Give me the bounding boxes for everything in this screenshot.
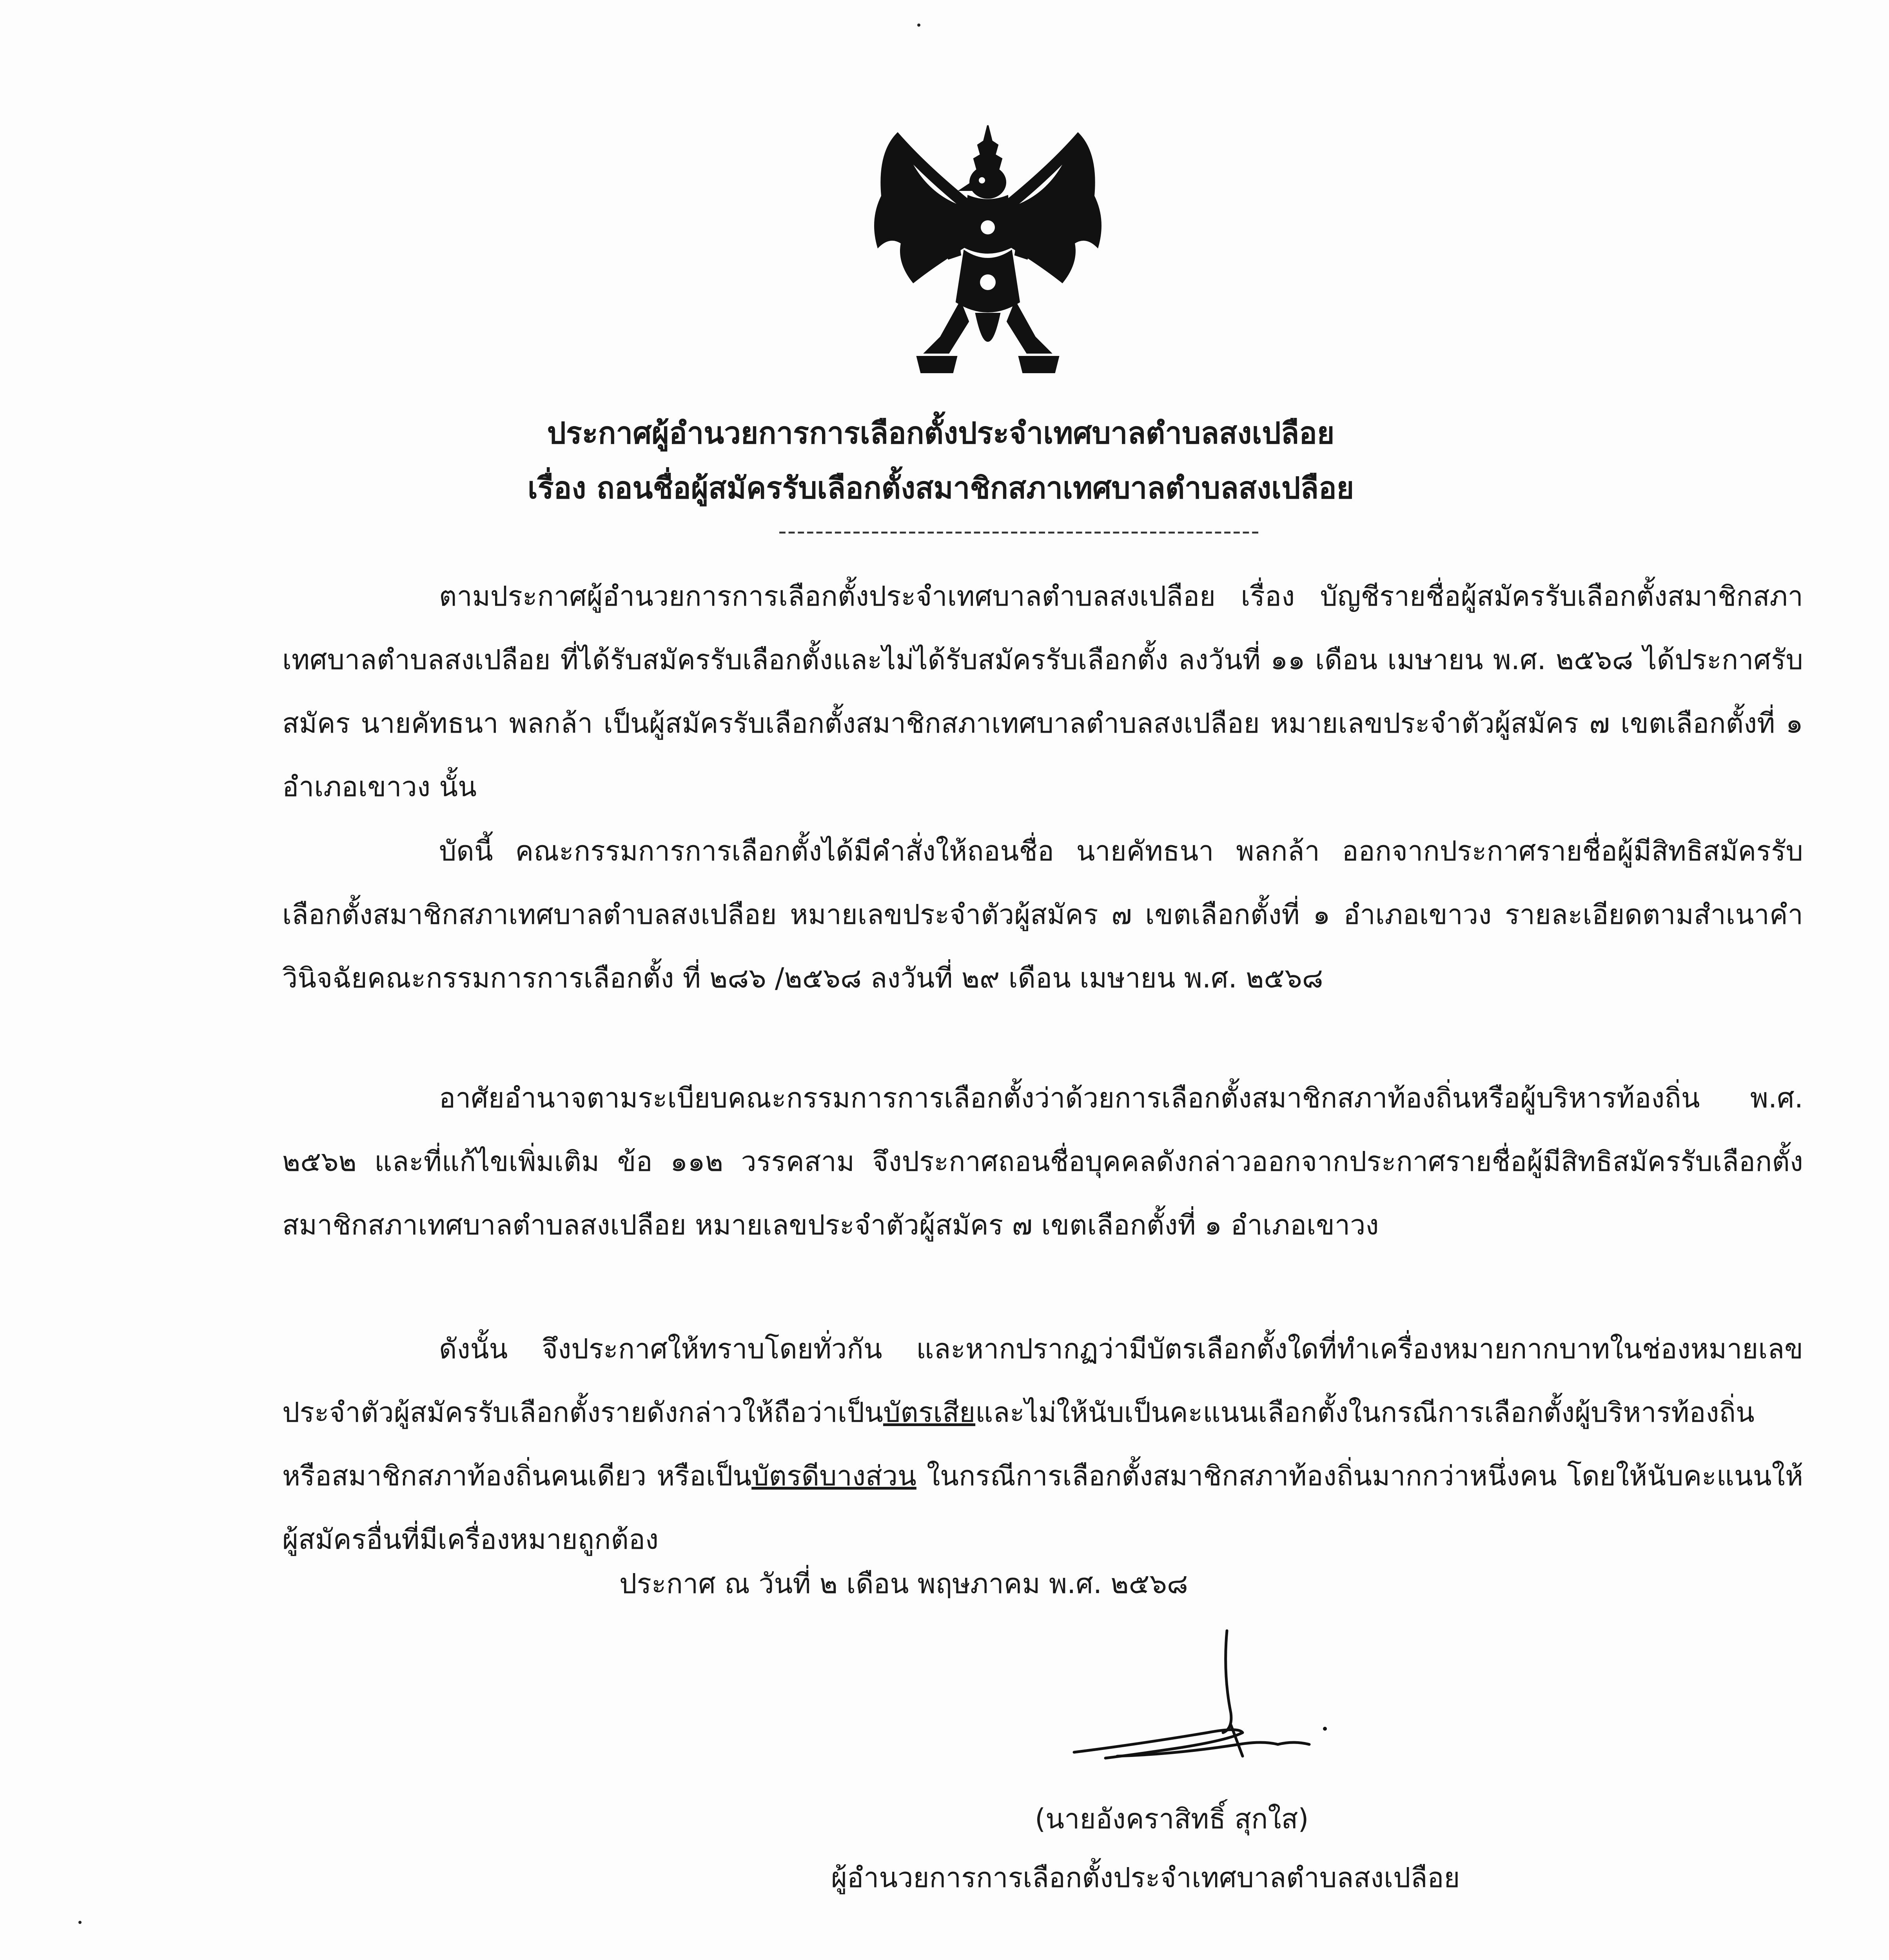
- spoiled-ballot-term: บัตรเสีย: [883, 1396, 976, 1428]
- document-subject: เรื่อง ถอนชื่อผู้สมัครรับเลือกตั้งสมาชิกสภาเทศบาลตำบลสงเปลือย: [527, 470, 1354, 505]
- garuda-emblem-icon: [855, 118, 1121, 392]
- scan-speck: [917, 24, 920, 27]
- paragraph-1: ตามประกาศผู้อำนวยการการเลือกตั้งประจำเทศบาลตำบลสงเปลือย เรื่อง บัญชีรายชื่อผู้สมัครรับเลือกตั้งสมาชิกสภาเทศบาลตำบลสงเปลือย ที่ได้รับสมัครรับเลือกตั้งและไม่ได้รับสมัครรับเลือกตั้ง ลงวันที่ ๑๑ เดือน เมษายน พ.ศ. ๒๕๖๘ ได้ประกาศรับสมัคร นายคัทธนา พลกล้า เป็นผู้สมัครรับเลือกตั้งสมาชิกสภาเทศบาลตำบลสงเปลือย หมายเลขประจำตัวผู้สมัคร ๗ เขตเลือกตั้งที่ ๑ อำเภอเขาวง นั้น: [282, 580, 1803, 803]
- paragraph-4-part-c: ในกรณีการเลือกตั้งสมาชิกสภาท้องถิ่นมากกว่าหนึ่งคน โดยให้นับคะแนนให้ผู้สมัครอื่นที่มีเครื่องหมายถูกต้อง: [282, 1460, 1804, 1555]
- paragraph-4-part-a: ดังนั้น จึงประกาศให้ทราบโดยทั่วกัน และหากปรากฏว่ามีบัตรเลือกตั้งใดที่ทำเครื่องหมายกากบาทในช่องหมายเลขประจำตัวผู้สมัครรับเลือกตั้งรายดังกล่าวให้ถือว่าเป็น: [282, 1333, 1803, 1428]
- title-divider: ----------------------------------------------------: [778, 517, 1260, 545]
- paragraph-4: [282, 1317, 1803, 1571]
- paragraph-2: บัดนี้ คณะกรรมการการเลือกตั้งได้มีคำสั่งให้ถอนชื่อ นายคัทธนา พลกล้า ออกจากประกาศรายชื่อผู้มีสิทธิสมัครรับเลือกตั้งสมาชิกสภาเทศบาลตำบลสงเปลือย หมายเลขประจำตัวผู้สมัคร ๗ เขตเลือกตั้งที่ ๑ อำเภอเขาวง รายละเอียดตามสำเนาคำวินิจฉัยคณะกรรมการการเลือกตั้ง ที่ ๒๘๖ /๒๕๖๘ ลงวันที่ ๒๙ เดือน เมษายน พ.ศ. ๒๕๖๘: [282, 835, 1803, 994]
- paragraph-4-part-b: และไม่ให้นับเป็นคะแนนเลือกตั้งในกรณีการเลือกตั้งผู้บริหารท้องถิ่นหรือสมาชิกสภาท้องถิ่นคนเดียว หรือเป็น: [282, 1396, 1755, 1492]
- signer-name: (นายอังคราสิทธิ์ สุกใส): [1035, 1803, 1309, 1835]
- signer-title: ผู้อำนวยการการเลือกตั้งประจำเทศบาลตำบลสงเปลือย: [831, 1862, 1460, 1894]
- scan-speck: [78, 1921, 82, 1924]
- announcement-date: ประกาศ ณ วันที่ ๒ เดือน พฤษภาคม พ.ศ. ๒๕๖๘: [619, 1568, 1188, 1600]
- partially-valid-ballot-term: บัตรดีบางส่วน: [751, 1460, 916, 1492]
- document-title: ประกาศผู้อำนวยการการเลือกตั้งประจำเทศบาลตำบลสงเปลือย: [547, 416, 1335, 450]
- handwritten-signature: [1058, 1627, 1372, 1791]
- paragraph-3: อาศัยอำนาจตามระเบียบคณะกรรมการการเลือกตั้งว่าด้วยการเลือกตั้งสมาชิกสภาท้องถิ่นหรือผู้บริหารท้องถิ่น พ.ศ. ๒๕๖๒ และที่แก้ไขเพิ่มเติม ข้อ ๑๑๒ วรรคสาม จึงประกาศถอนชื่อบุคคลดังกล่าวออกจากประกาศรายชื่อผู้มีสิทธิสมัครรับเลือกตั้งสมาชิกสภาเทศบาลตำบลสงเปลือย หมายเลขประจำตัวผู้สมัคร ๗ เขตเลือกตั้งที่ ๑ อำเภอเขาวง: [282, 1082, 1803, 1241]
